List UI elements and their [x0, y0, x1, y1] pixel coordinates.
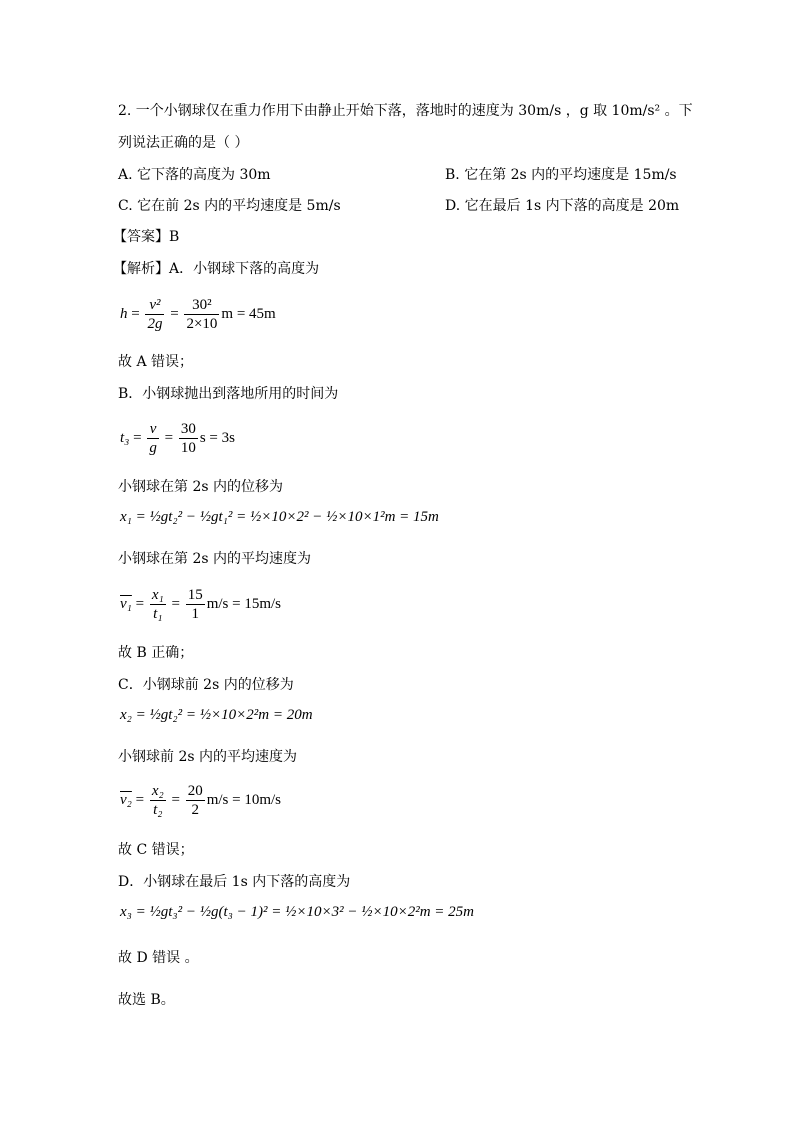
- eq-t3-fraction-1: [147, 420, 159, 457]
- eq-v2-fraction-1: [150, 782, 166, 819]
- eq-h-lhs: h: [120, 305, 128, 322]
- equation-x2: [120, 707, 313, 724]
- equation-t3: t₃ = $\frac{v}{g}$ = $\frac{30}{10}$ s = 3s: [120, 420, 235, 456]
- question-line-1: 2. 一个小钢球仅在重力作用下由静止开始下落，落地时的速度为 30m/s ，g 取 10m/s² 。下: [118, 103, 693, 119]
- eq-x2-text: x₂ = ½gt₂² = ½×10×2²m = 20m: [120, 707, 313, 723]
- eq-h-result: m = 45m: [221, 305, 276, 322]
- analysis-a-conclusion: 故 A 错误；: [118, 354, 194, 370]
- equation-v2: v₂ = $\frac{\text{x₂}}{\text{t₂}}$ = $\frac{20}{2}$ m/s = 10m/s: [120, 782, 281, 818]
- question-line-2: 列说法正确的是（ ）: [118, 135, 249, 151]
- eq-v2-f2-den: 2: [191, 801, 199, 818]
- final-answer: 故选 B。: [118, 992, 175, 1008]
- analysis-b-intro: B．小钢球抛出到落地所用的时间为: [118, 386, 339, 402]
- eq-v2-f1-num: x₂: [151, 782, 164, 799]
- analysis-d-conclusion: 故 D 错误 。: [118, 950, 199, 966]
- analysis-b-displacement-intro: 小钢球在第 2s 内的位移为: [118, 479, 283, 495]
- analysis-b-velocity-intro: 小钢球在第 2s 内的平均速度为: [118, 551, 311, 567]
- option-d: D. 它在最后 1s 内下落的高度是 20m: [445, 198, 680, 214]
- option-c: C. 它在前 2s 内的平均速度是 5m/s: [118, 198, 341, 214]
- eq-v2-f2-num: 20: [187, 782, 203, 799]
- eq-v1-f2-den: 1: [191, 605, 199, 622]
- eq-t3-f2-den: 10: [180, 439, 196, 456]
- equation-h: h = $\frac{\text{v²}}{2g}$ = $\frac{\text{30²}}{2\times 10}$ m = 45m: [120, 296, 276, 332]
- eq-h-f2-den: 2×10: [186, 315, 218, 332]
- equation-x1: [120, 509, 439, 526]
- option-a: A. 它下落的高度为 30m: [118, 167, 271, 183]
- equation-v1: v₁ = $\frac{\text{x₁}}{\text{t₁}}$ = $\frac{15}{1}$ m/s = 15m/s: [120, 586, 281, 622]
- eq-t3-result: s = 3s: [199, 429, 235, 446]
- eq-v2-result: m/s = 10m/s: [206, 791, 281, 808]
- eq-h-fraction-1: [145, 296, 164, 333]
- answer-line: [113, 227, 179, 247]
- equation-x3: [120, 904, 474, 921]
- eq-t3-fraction-2: [179, 420, 198, 457]
- eq-t3-f1-den: g: [149, 439, 157, 456]
- answer-value: B: [169, 229, 180, 245]
- answer-label: 【答案】: [113, 229, 169, 245]
- eq-v1-fraction-1: [150, 586, 166, 623]
- analysis-c-conclusion: 故 C 错误；: [118, 842, 194, 858]
- eq-h-fraction-2: [184, 296, 219, 333]
- eq-h-f1-num: v²: [145, 296, 164, 315]
- analysis-label: 【解析】: [113, 261, 169, 277]
- eq-v1-f1-den: t₁: [153, 605, 163, 622]
- eq-v1-fraction-2: [186, 586, 205, 623]
- eq-v1-lhs: v₁: [120, 595, 132, 612]
- eq-t3-lhs: t₃: [120, 429, 130, 446]
- analysis-d-intro: D．小钢球在最后 1s 内下落的高度为: [118, 874, 351, 890]
- analysis-c-intro: C．小钢球前 2s 内的位移为: [118, 677, 294, 693]
- analysis-c-velocity-intro: 小钢球前 2s 内的平均速度为: [118, 749, 297, 765]
- eq-h-f2-num: 30²: [184, 296, 219, 315]
- analysis-a-text: A．小钢球下落的高度为: [169, 261, 320, 277]
- eq-v1-f2-num: 15: [187, 586, 203, 603]
- eq-h-f1-den: 2g: [147, 315, 163, 332]
- eq-v1-f1-num: x₁: [151, 586, 164, 603]
- eq-t3-f2-num: 30: [180, 420, 196, 437]
- eq-v2-f1-den: t₂: [153, 801, 163, 818]
- eq-v2-lhs: v₂: [120, 791, 132, 808]
- eq-t3-f1-num: v: [147, 420, 159, 439]
- analysis-a-intro: [113, 259, 319, 279]
- eq-v2-fraction-2: [186, 782, 205, 819]
- eq-v1-result: m/s = 15m/s: [206, 595, 281, 612]
- eq-x3-text: x₃ = ½gt₃² − ½g(t₃ − 1)² = ½×10×3² − ½×10×2²m = 25m: [120, 904, 475, 920]
- analysis-b-conclusion: 故 B 正确；: [118, 645, 194, 661]
- eq-x1-text: x₁ = ½gt₂² − ½gt₁² = ½×10×2² − ½×10×1²m = 15m: [120, 509, 439, 525]
- option-b: B. 它在第 2s 内的平均速度是 15m/s: [445, 167, 677, 183]
